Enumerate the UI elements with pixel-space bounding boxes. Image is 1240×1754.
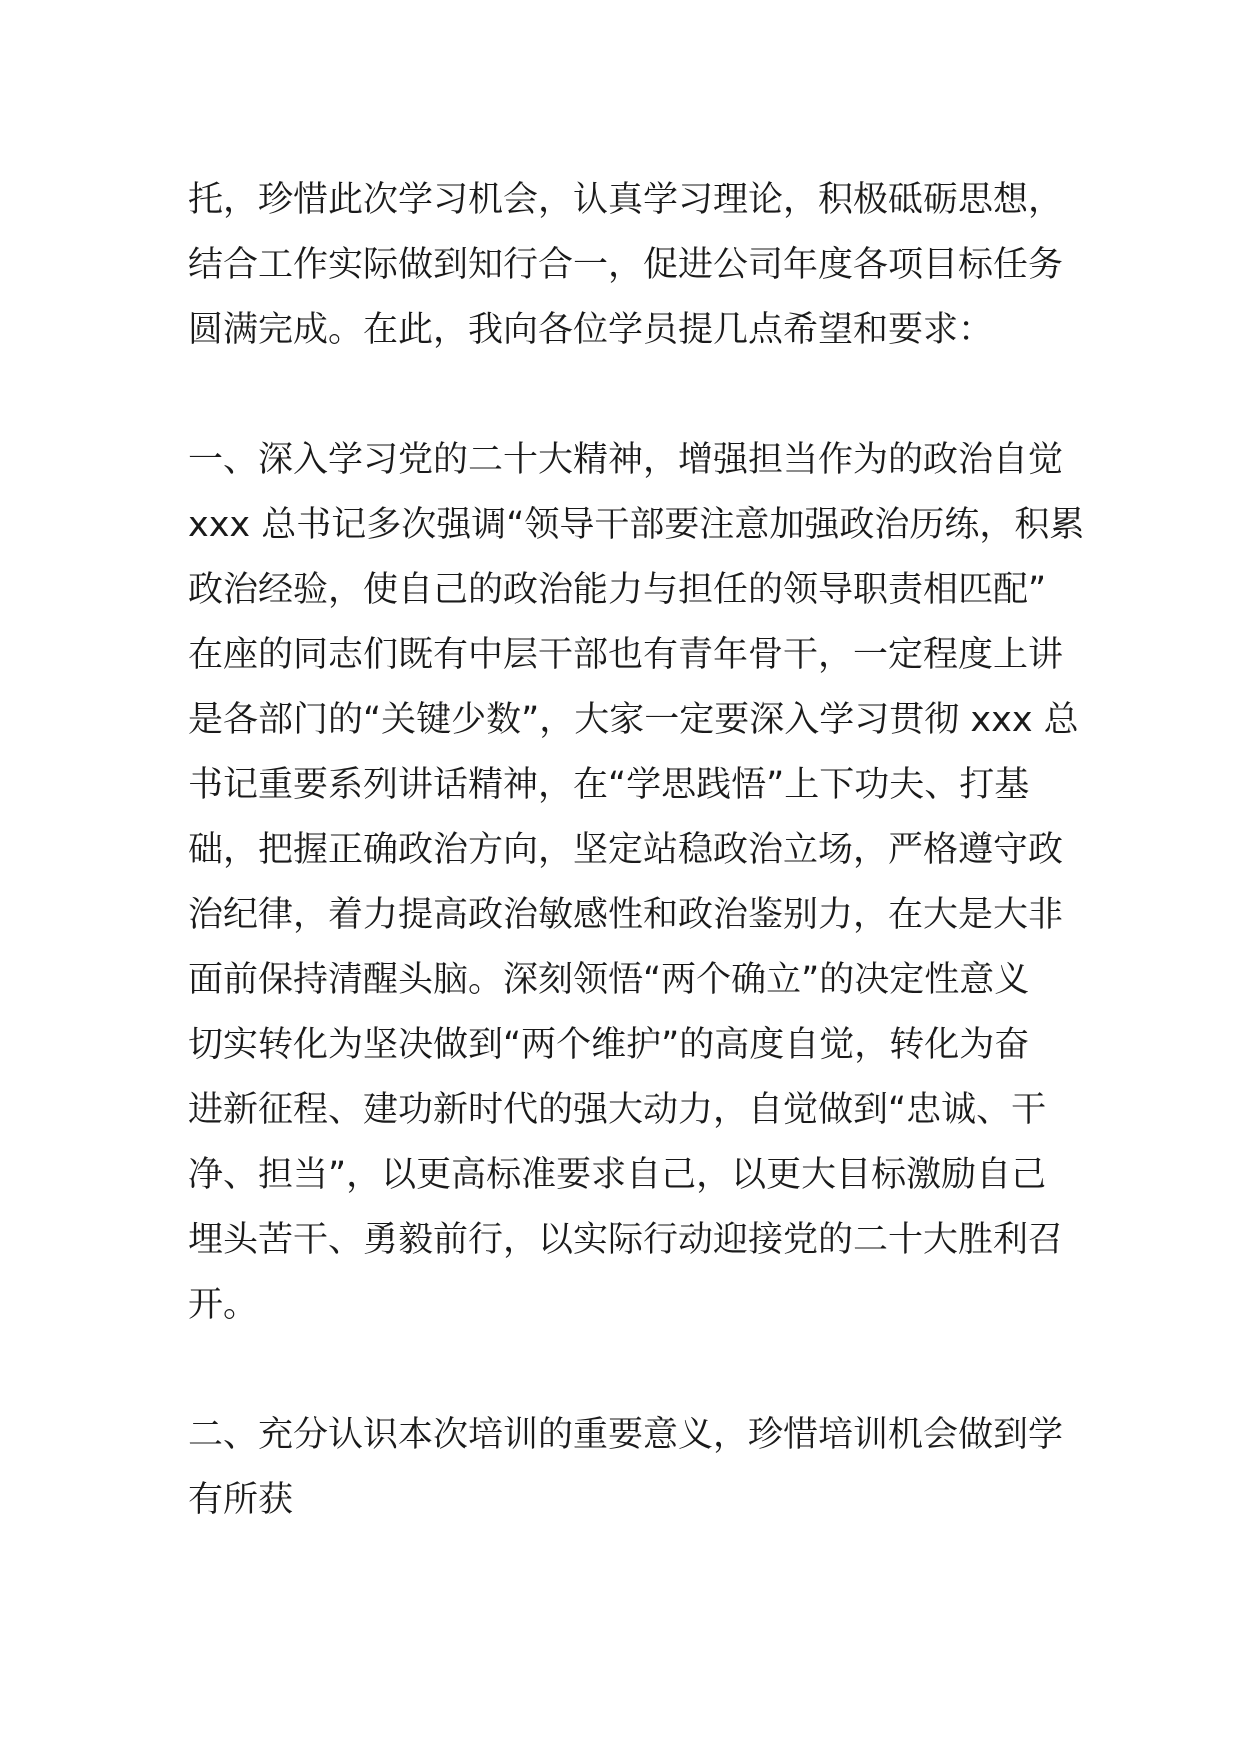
paragraph-intro bbox=[188, 168, 1064, 363]
text-line: 结合工作实际做到知行合一，促进公司年度各项目标任务 bbox=[188, 245, 1064, 285]
text-line: 开。 bbox=[188, 1285, 259, 1325]
section-heading: 二、充分认识本次培训的重要意义，珍惜培训机会做到学 bbox=[188, 1415, 1064, 1455]
section-heading: 一、深入学习党的二十大精神，增强担当作为的政治自觉 bbox=[188, 440, 1064, 480]
text-line: 圆满完成。在此，我向各位学员提几点希望和要求： bbox=[188, 310, 994, 350]
text-line: 书记重要系列讲话精神，在“学思践悟”上下功夫、打基 bbox=[188, 765, 1030, 805]
text-line: 治纪律，着力提高政治敏感性和政治鉴别力，在大是大非 bbox=[188, 895, 1064, 935]
text-line: 面前保持清醒头脑。深刻领悟“两个确立”的决定性意义 bbox=[188, 960, 1030, 1000]
text-line: 在座的同志们既有中层干部也有青年骨干，一定程度上讲 bbox=[188, 635, 1064, 675]
text-line: 有所获 bbox=[188, 1480, 294, 1520]
paragraph-gap bbox=[188, 1338, 1058, 1403]
text-line: xxx 总书记多次强调“领导干部要注意加强政治历练，积累 bbox=[188, 505, 1085, 545]
paragraph-gap bbox=[188, 363, 1058, 428]
text-line: 础，把握正确政治方向，坚定站稳政治立场，严格遵守政 bbox=[188, 830, 1064, 870]
text-line: 政治经验，使自己的政治能力与担任的领导职责相匹配” bbox=[188, 570, 1047, 610]
text-line: 是各部门的“关键少数”，大家一定要深入学习贯彻 xxx 总 bbox=[188, 700, 1079, 740]
text-line: 切实转化为坚决做到“两个维护”的高度自觉，转化为奋 bbox=[188, 1025, 1030, 1065]
text-line: 托，珍惜此次学习机会，认真学习理论，积极砥砺思想， bbox=[188, 180, 1064, 220]
text-line: 埋头苦干、勇毅前行，以实际行动迎接党的二十大胜利召 bbox=[188, 1220, 1064, 1260]
paragraph-section-one bbox=[188, 428, 1085, 1338]
document-page bbox=[188, 168, 1085, 1533]
paragraph-section-two bbox=[188, 1403, 1064, 1533]
text-line: 进新征程、建功新时代的强大动力，自觉做到“忠诚、干 bbox=[188, 1090, 1047, 1130]
text-line: 净、担当”，以更高标准要求自己，以更大目标激励自己 bbox=[188, 1155, 1047, 1195]
